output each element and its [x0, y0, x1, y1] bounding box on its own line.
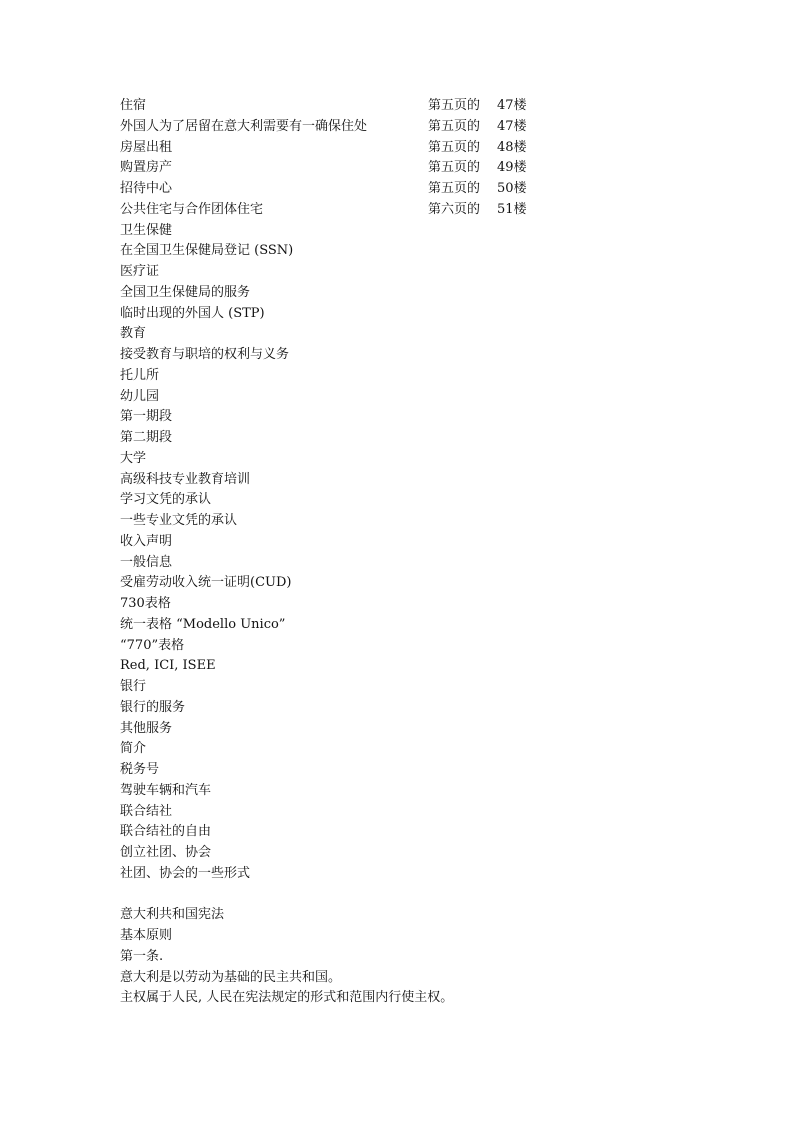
list-item: 接受教育与职培的权利与义务	[120, 347, 290, 362]
section-heading-other: 其他服务	[120, 720, 173, 736]
section-heading-income: 收入声明	[120, 533, 173, 549]
section-heading-association: 联合结社	[120, 803, 173, 819]
toc-row	[120, 200, 680, 221]
toc-title: 购置房产	[120, 160, 173, 176]
toc-page-ref: 第五页的	[428, 181, 481, 196]
list-item: 学习文凭的承认	[120, 492, 212, 508]
list-item: Red, ICI, ISEE	[120, 658, 216, 674]
section-heading-bank: 银行	[120, 679, 147, 694]
toc-floor-ref: 51楼	[497, 201, 527, 217]
list-item: 创立社团、协会	[120, 845, 212, 860]
list-item: 全国卫生保健局的服务	[120, 284, 251, 300]
document-body	[120, 96, 680, 1009]
constitution-article-heading: 第一条.	[120, 948, 164, 964]
list-item: 一般信息	[120, 554, 173, 570]
list-item: 幼儿园	[120, 388, 160, 404]
toc-row	[120, 138, 680, 159]
toc-row	[120, 117, 680, 138]
toc-floor-ref: 50楼	[497, 181, 527, 196]
list-item: 托儿所	[120, 367, 160, 383]
section-heading-health: 卫生保健	[120, 222, 173, 238]
list-item: 简介	[120, 741, 147, 757]
list-item: 受雇劳动收入统一证明(CUD)	[120, 575, 292, 591]
list-item: 统一表格 “Modello Unico”	[120, 616, 286, 632]
constitution-section-heading: 基本原则	[120, 928, 173, 943]
toc-page-ref: 第六页的	[428, 201, 481, 217]
list-item: 税务号	[120, 762, 160, 777]
list-item: “770”表格	[120, 637, 185, 653]
toc-title: 外国人为了居留在意大利需要有一确保住处	[120, 118, 368, 134]
constitution-title: 意大利共和国宪法	[120, 907, 225, 923]
list-item: 在全国卫生保健局登记 (SSN)	[120, 243, 294, 259]
toc-floor-ref: 48楼	[497, 139, 527, 155]
constitution-paragraph: 主权属于人民, 人民在宪法规定的形式和范围内行使主权。	[120, 990, 454, 1006]
toc-page-ref: 第五页的	[428, 139, 481, 155]
section-heading-education: 教育	[120, 326, 147, 342]
toc-floor-ref: 49楼	[497, 160, 527, 176]
toc-page-ref: 第五页的	[428, 118, 481, 134]
toc-floor-ref: 47楼	[497, 98, 527, 113]
list-item: 730表格	[120, 596, 171, 611]
list-item: 临时出现的外国人 (STP)	[120, 305, 265, 321]
toc-title: 住宿	[120, 98, 147, 113]
toc-row	[120, 96, 680, 117]
toc-title: 招待中心	[120, 181, 173, 196]
toc-page-ref: 第五页的	[428, 160, 481, 176]
list-item: 第二期段	[120, 430, 173, 445]
list-item: 一些专业文凭的承认	[120, 513, 238, 528]
list-item: 驾驶车辆和汽车	[120, 782, 212, 798]
blank-line	[120, 885, 680, 906]
toc-row	[120, 158, 680, 179]
toc-title: 公共住宅与合作团体住宅	[120, 201, 264, 217]
toc-title: 房屋出租	[120, 139, 173, 155]
list-item: 大学	[120, 450, 147, 466]
list-item: 联合结社的自由	[120, 824, 212, 840]
list-item: 银行的服务	[120, 699, 186, 715]
list-item: 医疗证	[120, 264, 160, 279]
list-item: 社团、协会的一些形式	[120, 865, 251, 881]
constitution-paragraph: 意大利是以劳动为基础的民主共和国。	[120, 969, 342, 985]
list-item: 第一期段	[120, 409, 173, 425]
toc-page-ref: 第五页的	[428, 98, 481, 113]
list-item: 高级科技专业教育培训	[120, 471, 251, 487]
toc-floor-ref: 47楼	[497, 118, 527, 134]
toc-row	[120, 179, 680, 200]
